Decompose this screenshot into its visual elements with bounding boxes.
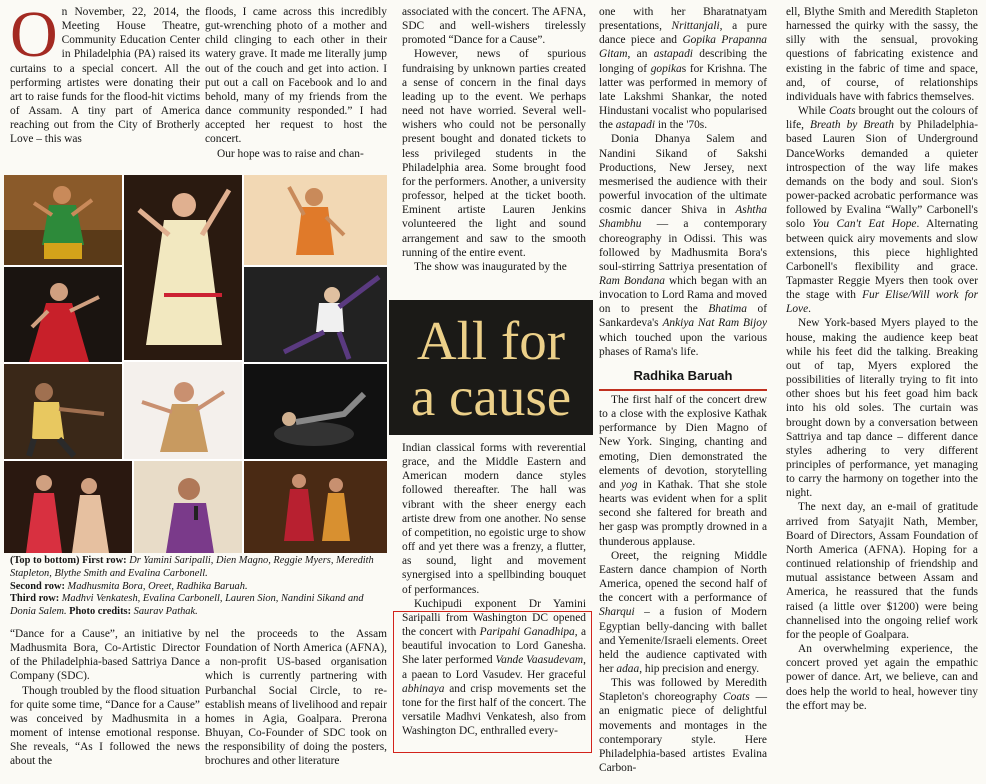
- column-2-bottom: [205, 627, 387, 769]
- column-3-bottom: [402, 441, 586, 738]
- photo-dancer-orange: [244, 175, 387, 265]
- paragraph: Our hope was to raise and chan-: [217, 147, 364, 160]
- paragraph: Donia Dhanya Salem and Nandini Sikand of Sakshi Productions, New Jersey, next mesmerised the audience with their powerful invocation of the ultimate cosmic dancer Shiva in Ashtha Shambhu — a contemporary choreography in Odissi. This was followed by Madhusmita Bora's soul-stirring Sattriya presentation of Ram Bondana which began with an invocation to Lord Rama and moved on to present the Bhatima of Sankardeva's Ankiya Nat Ram Bijoy which touched upon the various phases of Rama's life.: [599, 133, 767, 358]
- paragraph: one with her Bharatnatyam presentations, Nrittanjali, a pure dance piece and Gopika Prapanna Gitam, an astapadi describing the longing of gopikas for Krishna. The latter was performed in memory of late Lakshmi Shankar, the noted Hindustani vocalist who popularised the astapadi in the '70s.: [599, 6, 767, 132]
- photo-collage: [4, 175, 387, 553]
- highlighted-paragraph: Kuchipudi exponent Dr Yamini Saripalli from Washington DC opened the concert with Paripahi Ganadhipa, a beautiful invocation to Lord Ganesha. She later performed Vande Vaasudevam, a paean to Lord Vasudev. Her graceful abhinaya and crisp movements set the tone for the first half of the concert. The versatile Madhvi Venkatesh, also from Washington DC, enthralled every-: [402, 597, 586, 738]
- paragraph: Oreet, the reigning Middle Eastern dance champion of North America, opened the second half of the concert with a performance of Sharqui – a fusion of Modern Egyptian belly-dancing with ballet and Yemenite/Israeli elements. Oreet held the audience captivated with her adaa, hip precision and energy.: [599, 549, 767, 675]
- photo-dancer-group: [4, 461, 132, 553]
- paragraph: nel the proceeds to the Assam Foundation of North America (AFNA), a non-profit US-based organisation which is currently partnering with Purbanchal Social Circle, to re-establish means of livelihood and repair homes in Agia, Goalpara. Prerona Bhuyan, Co-Founder of SDC took on the responsibility of doing the posters, brochures and other literature: [205, 628, 387, 768]
- photo-dancer-leap: [244, 267, 387, 362]
- column-1-bottom: [10, 627, 200, 769]
- paragraph: floods, I came across this incredibly gut-wrenching photo of a mother and child clinging to each other in their watery grave. It made me literally jump out of the couch and get into action. I put out a call on Facebook and lo and behold, many of my friends from the dance community responded.” I had accepted her request to host the concert.: [205, 6, 387, 146]
- lead-paragraph: On November, 22, 2014, the Meeting House Theatre, Community Education Center in Philadelphia (PA) raised its curtains to a special concert. All the performing artistes were donating their art to raise funds for the flood-hit victims of Assam. A tiny part of America reaching out from the City of Brotherly Love – this was: [10, 0, 200, 146]
- headline: All for a cause: [389, 300, 593, 435]
- column-5: [786, 5, 978, 713]
- column-1: [10, 0, 200, 147]
- photo-duo: [244, 461, 387, 553]
- byline: Radhika Baruah: [599, 367, 767, 391]
- paragraph: Though troubled by the flood situation for quite some time, “Dance for a Cause” was conceived by Madhusmita in a moment of intense emotional response. She reveals, “As I followed the news about the: [10, 684, 200, 768]
- paragraph: associated with the concert. The AFNA, SDC and well-wishers tirelessly promoted “Dance for a Cause”.: [402, 6, 586, 47]
- paragraph: ell, Blythe Smith and Meredith Stapleton harnessed the quirky with the sassy, the silly with the sensual, provoking questions of fabricating existence and existing in the fabric of time and space, and, of course, of relationships individuals have with fabrics themselves.: [786, 6, 978, 103]
- photo-dancer-blue: [4, 175, 122, 265]
- paragraph: However, news of spurious fundraising by unknown parties created a sense of concern in the final days leading up to the event. We perhaps need not have worried. Several well-wishers who could not be personally present bought and donated tickets to less privileged students in the Philadelphia area. Some brought food for the performers. Another, a university professor, helped at the ticket booth. Eminent artiste Lauren Jenkins volunteered the light and sound arrangement and saw to the smooth running of the entire event.: [402, 48, 586, 259]
- column-3: [402, 5, 586, 274]
- paragraph: “Dance for a Cause”, an initiative by Madhusmita Bora, Co-Artistic Director of the Philadelphia-based Sattriya Dance Company (SDC).: [10, 628, 200, 683]
- paragraph: This was followed by Meredith Stapleton's choreography Coats — an enigmatic piece of delightful movements and montages in the contemporary style. Here Philadelphia-based artistes Evalina Carbon-: [599, 677, 767, 775]
- paragraph: An overwhelming experience, the concert proved yet again the empathic power of dance. Art, we believe, can and does help the world to heal, however tiny the effort may be.: [786, 643, 978, 712]
- column-2: [205, 5, 387, 161]
- photo-caption: (Top to bottom) First row: Dr Yamini Saripalli, Dien Magno, Reggie Myers, Meredith Stapleton, Blythe Smith and Evalina Carbonell. Second row: Madhusmita Bora, Oreet, Radhika Baruah. Third row: Madhvi Venkatesh, Evalina Carbonell, Lauren Sion, Nandini Sikand and Donia Salem. Photo credits: Saurav Pathak.: [10, 555, 374, 618]
- photo-dancer-red: [4, 267, 122, 362]
- paragraph: Indian classical forms with reverential grace, and the Middle Eastern and American modern dance styles followed thereafter. The hall was vibrant with the sheer energy each artiste drew from one another. No sense of competition, no egoistic urge to show off and yet there was a frenzy, a flutter, as sound, light and movement synergised into a spellbinding bouquet of performances.: [402, 442, 586, 596]
- photo-dancer-white: [124, 175, 242, 360]
- paragraph: The show was inaugurated by the: [414, 260, 567, 273]
- column-4-bottom: [599, 393, 767, 775]
- column-4: [599, 5, 767, 359]
- paragraph: While Coats brought out the colours of life, Breath by Breath by Philadelphia-based Lauren Sion of Underground DanceWorks demanded a quieter introspection of the way life makes demands on the body and soul. Sion's power-packed acrobatic performance was followed by Evalina “Wally” Carbonell's solo You Can't Eat Hope. Alternating between quick airy movements and slow extensions, this piece highlighted Carbonell's flexibility and grace. Tapmaster Reggie Myers then took over the stage with Fur Elise/Will work for Love.: [786, 105, 979, 316]
- photo-dancer-floor: [244, 364, 387, 459]
- paragraph: The first half of the concert drew to a close with the explosive Kathak performance by Dien Magno of New York. Singing, chanting and emoting, Dien demonstrated the elements of devotion, storytelling and yog in Kathak. That she stole hearts was evident when for a split second she faltered for breath and her gasp was promptly drowned in a thunderous applause.: [599, 394, 767, 548]
- paragraph: New York-based Myers played to the house, making the audience keep beat while his feet did the talking. Breaking out of tap, Myers explored the possibilities of literally trying to fit into other shoes but his feet goad him back into his old soles. The curtain was brought down by a conversation between Sattriya and tap dance – different dance styles adhering to very different principles of performance, yet managing to carry the harmony on together into the night.: [786, 317, 978, 500]
- photo-tap-dancer: [4, 364, 122, 459]
- photo-dancer-center: [124, 362, 242, 459]
- photo-speaker: [134, 461, 242, 553]
- paragraph: The next day, an e-mail of gratitude arrived from Satyajit Nath, Member, Board of Directors, Assam Foundation of North America (AFNA). Hoping for a continued relationship of friendship and mutual assistance between Assam and America, he reassured that the funds raised (a little over $1200) were being channelised into the ongoing relief work for the people of Goalpara.: [786, 501, 978, 641]
- drop-cap: O: [10, 0, 58, 71]
